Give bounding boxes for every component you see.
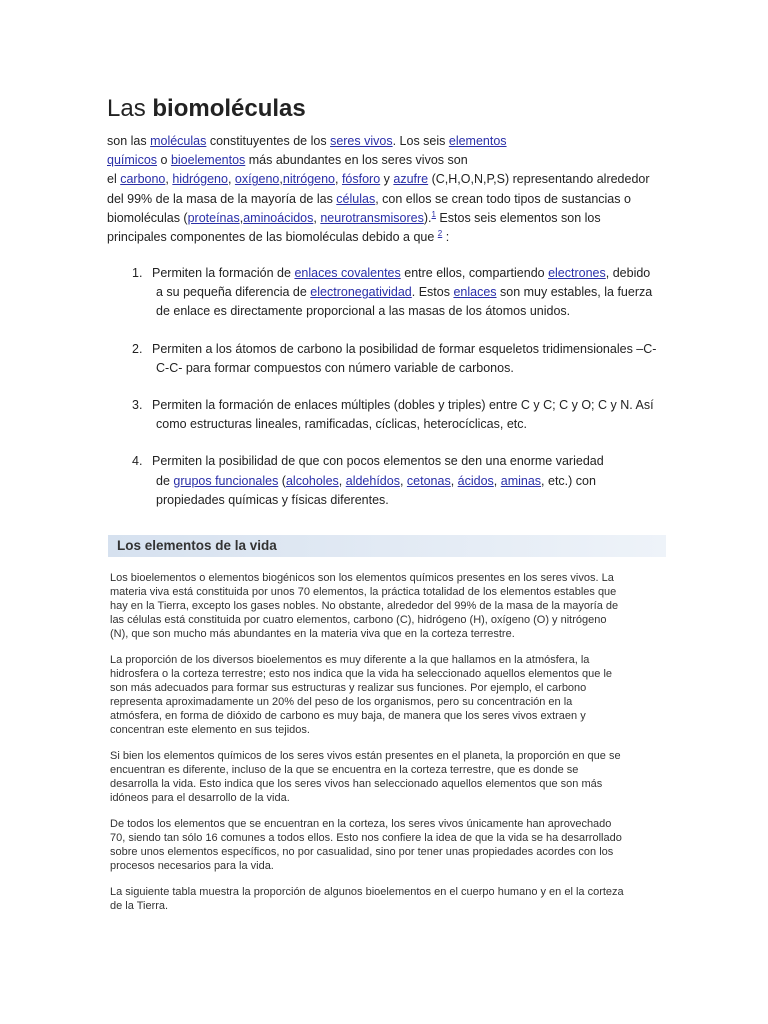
section-body bbox=[110, 571, 668, 925]
footnote-link-1[interactable]: 1 bbox=[431, 209, 436, 219]
text: , bbox=[450, 473, 458, 488]
text: , bbox=[493, 473, 501, 488]
text: . Estos bbox=[411, 285, 454, 300]
link-oxigeno[interactable]: oxígeno bbox=[234, 172, 280, 187]
link-elementos[interactable]: elementos bbox=[448, 134, 507, 148]
text: y bbox=[380, 172, 394, 187]
title-bold: biomoléculas bbox=[152, 95, 306, 122]
link-azufre[interactable]: azufre bbox=[393, 172, 429, 187]
body-paragraph bbox=[110, 885, 668, 913]
reasons-list bbox=[132, 264, 672, 528]
link-seres-vivos[interactable]: seres vivos bbox=[330, 134, 393, 148]
text: el bbox=[107, 172, 121, 187]
title-plain: Las bbox=[107, 95, 146, 122]
text: biomoléculas ( bbox=[107, 210, 188, 225]
list-line bbox=[132, 340, 672, 359]
text-line: Los bioelementos o elementos biogénicos son los elementos químicos presentes en los seres vivos. La bbox=[110, 572, 614, 584]
body-paragraph bbox=[110, 817, 668, 873]
link-nitrogeno[interactable]: nitrógeno bbox=[282, 172, 335, 187]
text: (C,H,O,N,P,S) representando alrededor bbox=[428, 172, 650, 187]
text-line: hay en la Tierra, excepto los gases nobles. No obstante, alrededor del 99% de la masa de la mayoría de bbox=[110, 600, 619, 612]
text: del 99% de la masa de la mayoría de las bbox=[107, 191, 337, 206]
page-title bbox=[107, 92, 306, 126]
text: a su pequeña diferencia de bbox=[156, 285, 311, 300]
link-bioelementos[interactable]: bioelementos bbox=[170, 153, 246, 168]
intro-line bbox=[107, 190, 667, 209]
text: más abundantes en los seres vivos son bbox=[245, 153, 468, 168]
link-moleculas[interactable]: moléculas bbox=[150, 134, 207, 148]
footnote-link-2[interactable]: 2 bbox=[437, 228, 443, 238]
list-item bbox=[132, 396, 672, 434]
link-electrones[interactable]: electrones bbox=[548, 266, 606, 280]
text: son muy estables, la fuerza bbox=[496, 285, 653, 300]
text: Permiten la formación de enlaces múltiples (dobles y triples) entre C y C; C y O; C y N. Así bbox=[152, 398, 654, 413]
list-number: 3. bbox=[132, 398, 143, 413]
section-title: Los elementos de la vida bbox=[117, 538, 277, 553]
link-hidrogeno[interactable]: hidrógeno bbox=[172, 172, 228, 187]
link-aminas[interactable]: aminas bbox=[500, 473, 542, 488]
link-carbono[interactable]: carbono bbox=[120, 172, 166, 187]
link-acidos[interactable]: ácidos bbox=[457, 473, 494, 488]
text: ( bbox=[278, 473, 286, 488]
link-quimicos[interactable]: químicos bbox=[107, 153, 158, 168]
list-line: como estructuras lineales, ramificadas, cíclicas, heterocíclicas, etc. bbox=[156, 417, 527, 432]
intro-line bbox=[107, 151, 667, 170]
text: , bbox=[239, 210, 244, 225]
list-line bbox=[132, 396, 672, 415]
text: , bbox=[335, 172, 342, 187]
intro-paragraph bbox=[107, 132, 667, 247]
link-alcoholes[interactable]: alcoholes bbox=[285, 473, 339, 488]
list-line: de enlace es directamente proporcional a las masas de los átomos unidos. bbox=[156, 304, 571, 319]
intro-line bbox=[107, 132, 667, 151]
link-proteinas[interactable]: proteínas bbox=[187, 210, 240, 225]
text: o bbox=[157, 153, 171, 168]
list-line: propiedades químicas y físicas diferentes. bbox=[156, 492, 389, 507]
text-line: La siguiente tabla muestra la proporción de algunos bioelementos en el cuerpo humano y en el la corteza bbox=[110, 886, 624, 898]
list-line bbox=[132, 452, 672, 471]
text-line: 70, siendo tan sólo 16 comunes a todos ellos. Esto nos confiere la idea de que la vida se ha desarrollado bbox=[110, 832, 622, 844]
text-line: sobre unos elementos específicos, no por casualidad, sino por tener unas propiedades acordes con los bbox=[110, 846, 614, 858]
list-item bbox=[132, 340, 672, 378]
text-line: procesos necesarios para la vida. bbox=[110, 860, 274, 872]
intro-line bbox=[107, 228, 667, 247]
body-paragraph bbox=[110, 749, 668, 805]
text-line: desarrolla la vida. Esto indica que los seres vivos han seleccionado aquellos elementos que son más bbox=[110, 778, 603, 790]
link-neurotransmisores[interactable]: neurotransmisores bbox=[320, 210, 424, 225]
text: , debido bbox=[605, 266, 651, 280]
body-paragraph bbox=[110, 571, 668, 641]
text-line: idóneos para el desarrollo de la vida. bbox=[110, 792, 290, 804]
text: ). bbox=[423, 210, 432, 225]
text: Permiten la formación de bbox=[152, 266, 295, 280]
text: Estos seis elementos son los bbox=[435, 210, 601, 225]
text: , bbox=[279, 172, 283, 187]
link-electronegatividad[interactable]: electronegatividad bbox=[310, 285, 412, 300]
text-line: Si bien los elementos químicos de los seres vivos están presentes en el planeta, la proporción en que se bbox=[110, 750, 621, 762]
text: Permiten la posibilidad de que con pocos elementos se den una enorme variedad bbox=[152, 454, 604, 469]
list-number: 1. bbox=[132, 266, 143, 280]
list-line bbox=[132, 283, 672, 302]
text: , etc.) con bbox=[541, 473, 596, 488]
text-line: De todos los elementos que se encuentran en la corteza, los seres vivos únicamente han aprovechado bbox=[110, 818, 612, 830]
text: : bbox=[442, 230, 450, 245]
link-aminoacidos[interactable]: aminoácidos bbox=[243, 210, 314, 225]
link-grupos-funcionales[interactable]: grupos funcionales bbox=[173, 473, 279, 488]
list-line bbox=[132, 472, 672, 491]
intro-line bbox=[107, 209, 667, 228]
text: , bbox=[227, 172, 235, 187]
link-enlaces-covalentes[interactable]: enlaces covalentes bbox=[294, 266, 401, 280]
text-line: encuentran es diferente, incluso de la que se encuentra en la corteza terrestre, que es donde se bbox=[110, 764, 579, 776]
list-line: C-C- para formar compuestos con número variable de carbonos. bbox=[156, 360, 514, 375]
list-number: 4. bbox=[132, 454, 143, 469]
text-line: representa aproximadamente un 20% del peso de los organismos, pero su concentración en la bbox=[110, 696, 573, 708]
text: , bbox=[165, 172, 173, 187]
text: , con ellos se crean todo tipos de sustancias o bbox=[375, 191, 631, 206]
list-line bbox=[132, 264, 672, 283]
text: , bbox=[313, 210, 321, 225]
text: , bbox=[399, 473, 407, 488]
text: entre ellos, compartiendo bbox=[400, 266, 549, 280]
text: son las bbox=[107, 134, 151, 148]
link-cetonas[interactable]: cetonas bbox=[406, 473, 451, 488]
text: de bbox=[156, 473, 174, 488]
link-aldehidos[interactable]: aldehídos bbox=[345, 473, 400, 488]
intro-line bbox=[107, 170, 667, 189]
text-line: materia viva está constituida por unos 70 elementos, la práctica totalidad de los elementos estables que bbox=[110, 586, 617, 598]
list-item bbox=[132, 452, 672, 510]
text: constituyentes de los bbox=[206, 134, 331, 148]
text-line: La proporción de los diversos bioelementos es muy diferente a la que hallamos en la atmósfera, la bbox=[110, 654, 590, 666]
text: Permiten a los átomos de carbono la posibilidad de formar esqueletos tridimensionales –C- bbox=[152, 341, 657, 356]
text-line: de la Tierra. bbox=[110, 900, 169, 912]
text-line: concentran este elemento en sus tejidos. bbox=[110, 724, 310, 736]
text-line: atmósfera, en forma de dióxido de carbono es muy baja, de manera que los seres vivos extraen y bbox=[110, 710, 586, 722]
body-paragraph bbox=[110, 653, 668, 737]
text: , bbox=[338, 473, 346, 488]
link-enlaces[interactable]: enlaces bbox=[453, 285, 497, 300]
text: . Los seis bbox=[392, 134, 449, 148]
link-celulas[interactable]: células bbox=[336, 191, 376, 206]
list-number: 2. bbox=[132, 341, 143, 356]
text-line: hidrosfera o la corteza terrestre; esto nos indica que la vida ha seleccionado aquellos elementos que le bbox=[110, 668, 613, 680]
text-line: son más adecuados para formar sus estructuras y realizar sus funciones. Por ejemplo, el carbono bbox=[110, 682, 587, 694]
list-item bbox=[132, 264, 672, 322]
text-line: (N), que son mucho más abundantes en la materia viva que en la corteza terrestre. bbox=[110, 628, 515, 640]
text-line: las células está constituida por cuatro elementos, carbono (C), hidrógeno (H), oxígeno (O) y nitrógeno bbox=[110, 614, 607, 626]
text: principales componentes de las biomoléculas debido a que bbox=[107, 230, 438, 245]
link-fosforo[interactable]: fósforo bbox=[341, 172, 381, 187]
